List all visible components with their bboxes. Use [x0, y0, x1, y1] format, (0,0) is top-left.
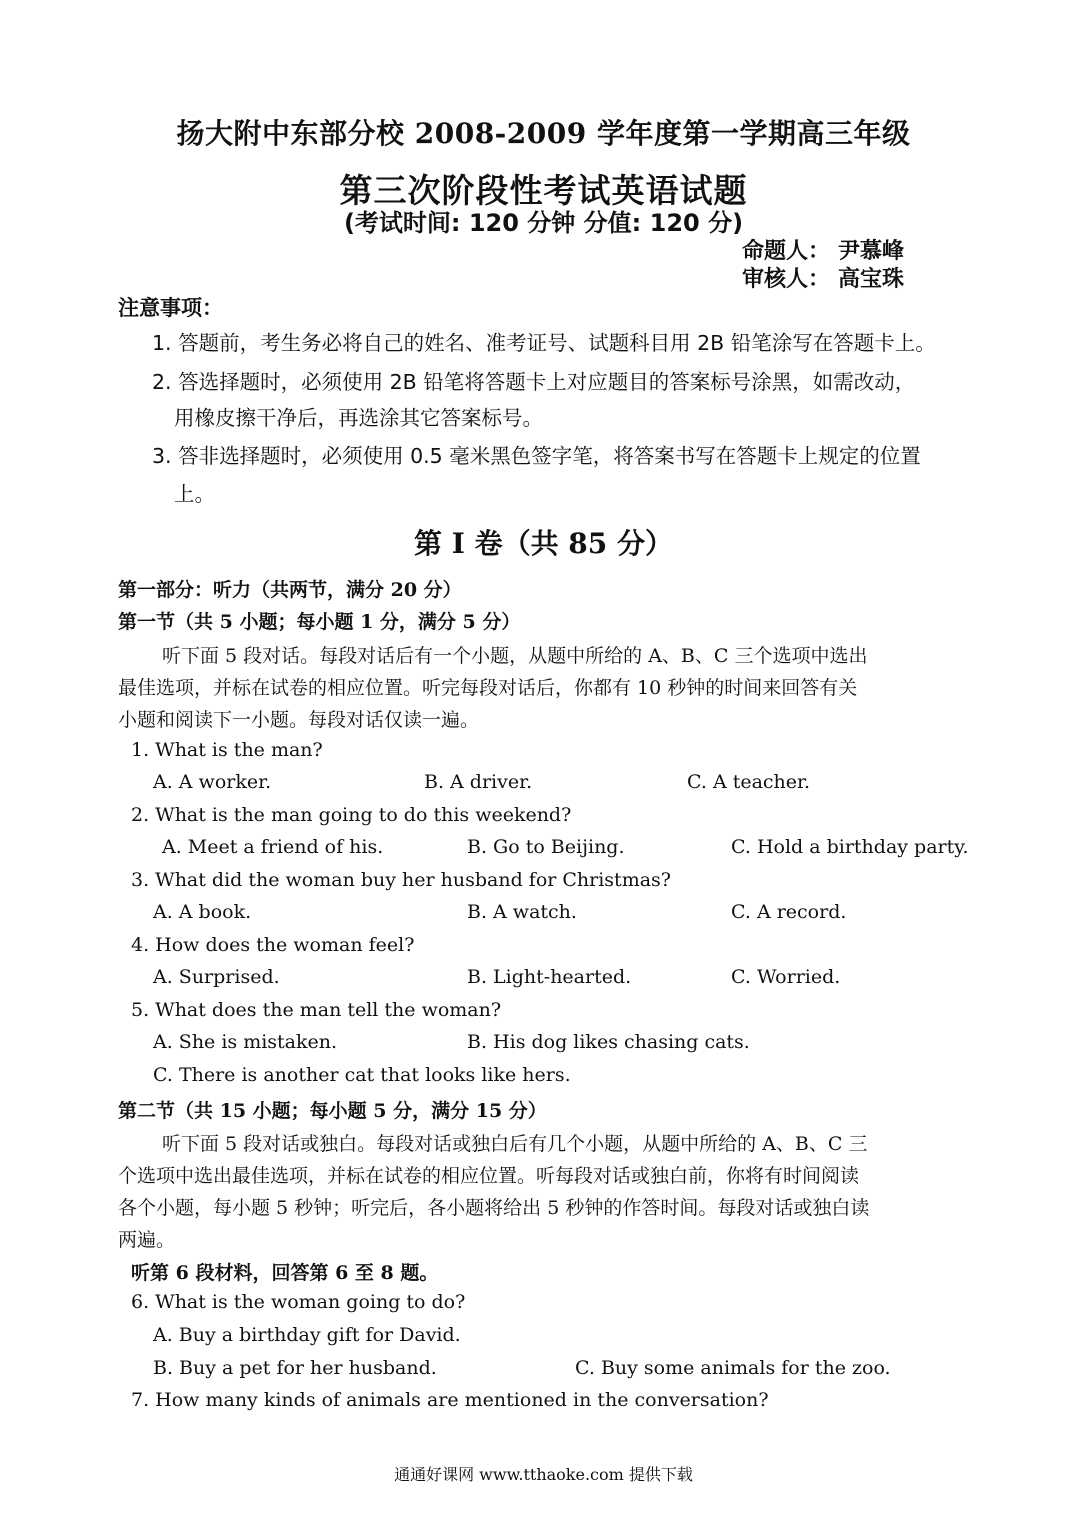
- instruction-line: 个选项中选出最佳选项，并标在试卷的相应位置。听每段对话或独白前，你将有时间阅读: [118, 1165, 860, 1187]
- instruction-line: 各个小题，每小题 5 秒钟；听完后，各小题将给出 5 秒钟的作答时间。每段对话或独白读: [118, 1197, 870, 1219]
- option-a: A. Buy a birthday gift for David.: [153, 1324, 461, 1346]
- page-footer: 通通好课网 www.tthaoke.com 提供下载: [394, 1465, 693, 1484]
- instruction-line: 听下面 5 段对话。每段对话后有一个小题，从题中所给的 A、B、C 三个选项中选出: [162, 645, 868, 667]
- reviewer-label: 审核人：: [742, 267, 831, 292]
- listening-section-heading: 第一部分：听力（共两节，满分 20 分）: [118, 579, 462, 601]
- instruction-line: 小题和阅读下一小题。每段对话仅读一遍。: [118, 709, 480, 731]
- note-item: 3. 答非选择题时，必须使用 0.5 毫米黑色签字笔，将答案书写在答题卡上规定的位置: [152, 444, 921, 468]
- subsection2-heading: 第二节（共 15 小题；每小题 5 分，满分 15 分）: [118, 1100, 547, 1122]
- question-stem: 7. How many kinds of animals are mentioned in the conversation?: [131, 1389, 769, 1411]
- note-item: 2. 答选择题时，必须使用 2B 铅笔将答题卡上对应题目的答案标号涂黑，如需改动，: [152, 370, 916, 394]
- option-b: B. Light-hearted.: [467, 966, 632, 988]
- question-stem: 5. What does the man tell the woman?: [131, 999, 502, 1021]
- option-c: C. Hold a birthday party.: [731, 836, 969, 858]
- part-title: 第 I 卷（共 85 分）: [413, 527, 674, 560]
- question-stem: 1. What is the man?: [131, 739, 323, 761]
- question-stem: 6. What is the woman going to do?: [131, 1291, 466, 1313]
- option-b: B. Go to Beijing.: [467, 836, 625, 858]
- option-b: B. His dog likes chasing cats.: [467, 1031, 750, 1053]
- note-item: 1. 答题前，考生务必将自己的姓名、准考证号、试题科目用 2B 铅笔涂写在答题卡上。: [152, 331, 936, 355]
- instruction-line: 两遍。: [118, 1229, 176, 1251]
- material-heading: 听第 6 段材料，回答第 6 至 8 题。: [131, 1262, 439, 1284]
- question-stem: 4. How does the woman feel?: [131, 934, 415, 956]
- subsection1-heading: 第一节（共 5 小题；每小题 1 分，满分 5 分）: [118, 611, 521, 633]
- question-stem: 2. What is the man going to do this weekend?: [131, 804, 572, 826]
- author-label: 命题人：: [742, 239, 831, 264]
- option-a: A. Surprised.: [153, 966, 280, 988]
- option-a: A. A worker.: [153, 771, 272, 793]
- option-a: A. She is mistaken.: [153, 1031, 338, 1053]
- option-a: A. Meet a friend of his.: [162, 836, 384, 858]
- exam-title-line2: 第三次阶段性考试英语试题: [339, 171, 748, 210]
- instruction-line: 听下面 5 段对话或独白。每段对话或独白后有几个小题，从题中所给的 A、B、C 三: [162, 1133, 868, 1155]
- option-b: B. Buy a pet for her husband.: [153, 1357, 437, 1379]
- notes-heading: 注意事项：: [118, 296, 223, 320]
- question-stem: 3. What did the woman buy her husband for Christmas?: [131, 869, 671, 891]
- option-c: C. A record.: [731, 901, 847, 923]
- exam-time-and-score: (考试时间: 120 分钟 分值: 120 分): [343, 209, 744, 237]
- note-item: 上。: [174, 482, 215, 506]
- reviewer-name: 高宝珠: [838, 267, 905, 292]
- option-c: C. Buy some animals for the zoo.: [575, 1357, 891, 1379]
- note-item: 用橡皮擦干净后，再选涂其它答案标号。: [174, 406, 543, 430]
- author-name: 尹慕峰: [838, 239, 905, 264]
- option-c: C. There is another cat that looks like hers.: [153, 1064, 571, 1086]
- option-a: A. A book.: [153, 901, 252, 923]
- option-c: C. Worried.: [731, 966, 841, 988]
- instruction-line: 最佳选项，并标在试卷的相应位置。听完每段对话后，你都有 10 秒钟的时间来回答有关: [118, 677, 858, 699]
- exam-title-line1: 扬大附中东部分校 2008-2009 学年度第一学期高三年级: [176, 117, 911, 150]
- option-b: B. A driver.: [424, 771, 533, 793]
- option-c: C. A teacher.: [687, 771, 811, 793]
- option-b: B. A watch.: [467, 901, 577, 923]
